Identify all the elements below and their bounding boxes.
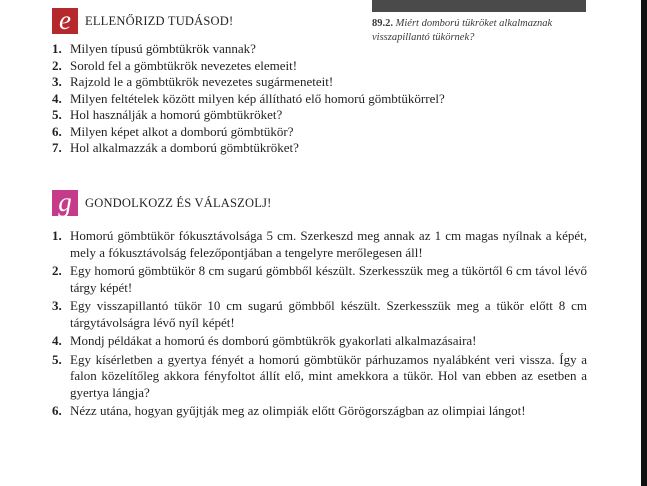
question-number: 1.	[52, 228, 62, 243]
question-number: 3.	[52, 298, 62, 313]
question-text: Hol használják a homorú gömbtükröket?	[70, 107, 283, 122]
section-think-answer-title: GONDOLKOZZ ÉS VÁLASZOLJ!	[85, 196, 272, 210]
question-text: Egy homorú gömbtükör 8 cm sugarú gömbből készült. Szerkesszük meg a tükörtől 6 cm távol lévő tárgy képét!	[70, 263, 587, 295]
question-text: Milyen típusú gömbtükrök vannak?	[70, 41, 256, 56]
question-text: Egy visszapillantó tükör 10 cm sugarú gömbből készült. Szerkesszük meg a tükör előtt 8 cm tárgytávolságra lévő nyíl képét!	[70, 298, 587, 330]
question-item	[52, 228, 587, 261]
section-g-badge-icon: g	[52, 190, 78, 216]
question-number: 7.	[52, 140, 62, 155]
section-check-knowledge-title: ELLENŐRIZD TUDÁSOD!	[85, 14, 234, 28]
question-item	[52, 298, 587, 331]
question-number: 3.	[52, 74, 62, 89]
question-number: 4.	[52, 90, 62, 106]
question-item	[52, 333, 587, 350]
question-number: 2.	[52, 263, 62, 278]
question-number: 6.	[52, 403, 62, 418]
question-item	[52, 140, 445, 157]
question-text: Sorold fel a gömbtükrök nevezetes elemeit!	[70, 57, 298, 73]
figure-number: 89.2.	[372, 18, 393, 29]
question-text: Nézz utána, hogyan gyűjtják meg az olimpiák előtt Görögországban az olimpiai lángot!	[70, 403, 526, 418]
question-text: Hol alkalmazzák a domború gömbtükröket?	[70, 140, 299, 155]
think-answer-question-list	[52, 228, 587, 422]
question-text: Rajzold le a gömbtükrök nevezetes sugármeneteit!	[70, 74, 334, 89]
question-number: 2.	[52, 57, 62, 73]
question-text: Egy kísérletben a gyertya fényét a homorú gömbtükör párhuzamos nyalábként veri vissza. Így a falon közelítőleg akkora fényfoltot állít elő, mint amekkora a tükör. Hol van ebben az esetben a gyertya lángja?	[70, 351, 587, 400]
question-item	[52, 91, 445, 108]
check-knowledge-question-list	[52, 41, 445, 157]
question-item	[52, 352, 587, 402]
question-item	[52, 403, 587, 420]
section-e-badge-icon: e	[52, 8, 78, 34]
question-item	[52, 41, 445, 58]
question-number: 4.	[52, 333, 62, 348]
question-item	[52, 74, 445, 91]
figure-photo	[372, 0, 586, 12]
figure-caption-text: Miért domború tükröket alkalmaznak visszapillantó tükörnek?	[372, 18, 553, 43]
question-item	[52, 124, 445, 141]
question-text: Milyen feltételek között milyen kép állítható elő homorú gömbtükörrel?	[70, 90, 445, 106]
question-item	[52, 107, 445, 124]
question-text: Homorú gömbtükör fókusztávolsága 5 cm. Szerkeszd meg annak az 1 cm magas nyílnak a képét, mely a fókusztávolság felezőpontjában a tengelyre merőlegesen áll!	[70, 228, 587, 260]
question-item	[52, 58, 445, 75]
question-number: 5.	[52, 107, 62, 122]
question-text: Milyen képet alkot a domború gömbtükör?	[70, 123, 294, 139]
question-number: 5.	[52, 351, 62, 367]
question-item	[52, 263, 587, 296]
question-number: 1.	[52, 41, 62, 56]
page-edge-bar	[641, 0, 647, 486]
question-text: Mondj példákat a homorú és domború gömbtükrök gyakorlati alkalmazásaira!	[70, 333, 477, 348]
question-number: 6.	[52, 123, 62, 139]
